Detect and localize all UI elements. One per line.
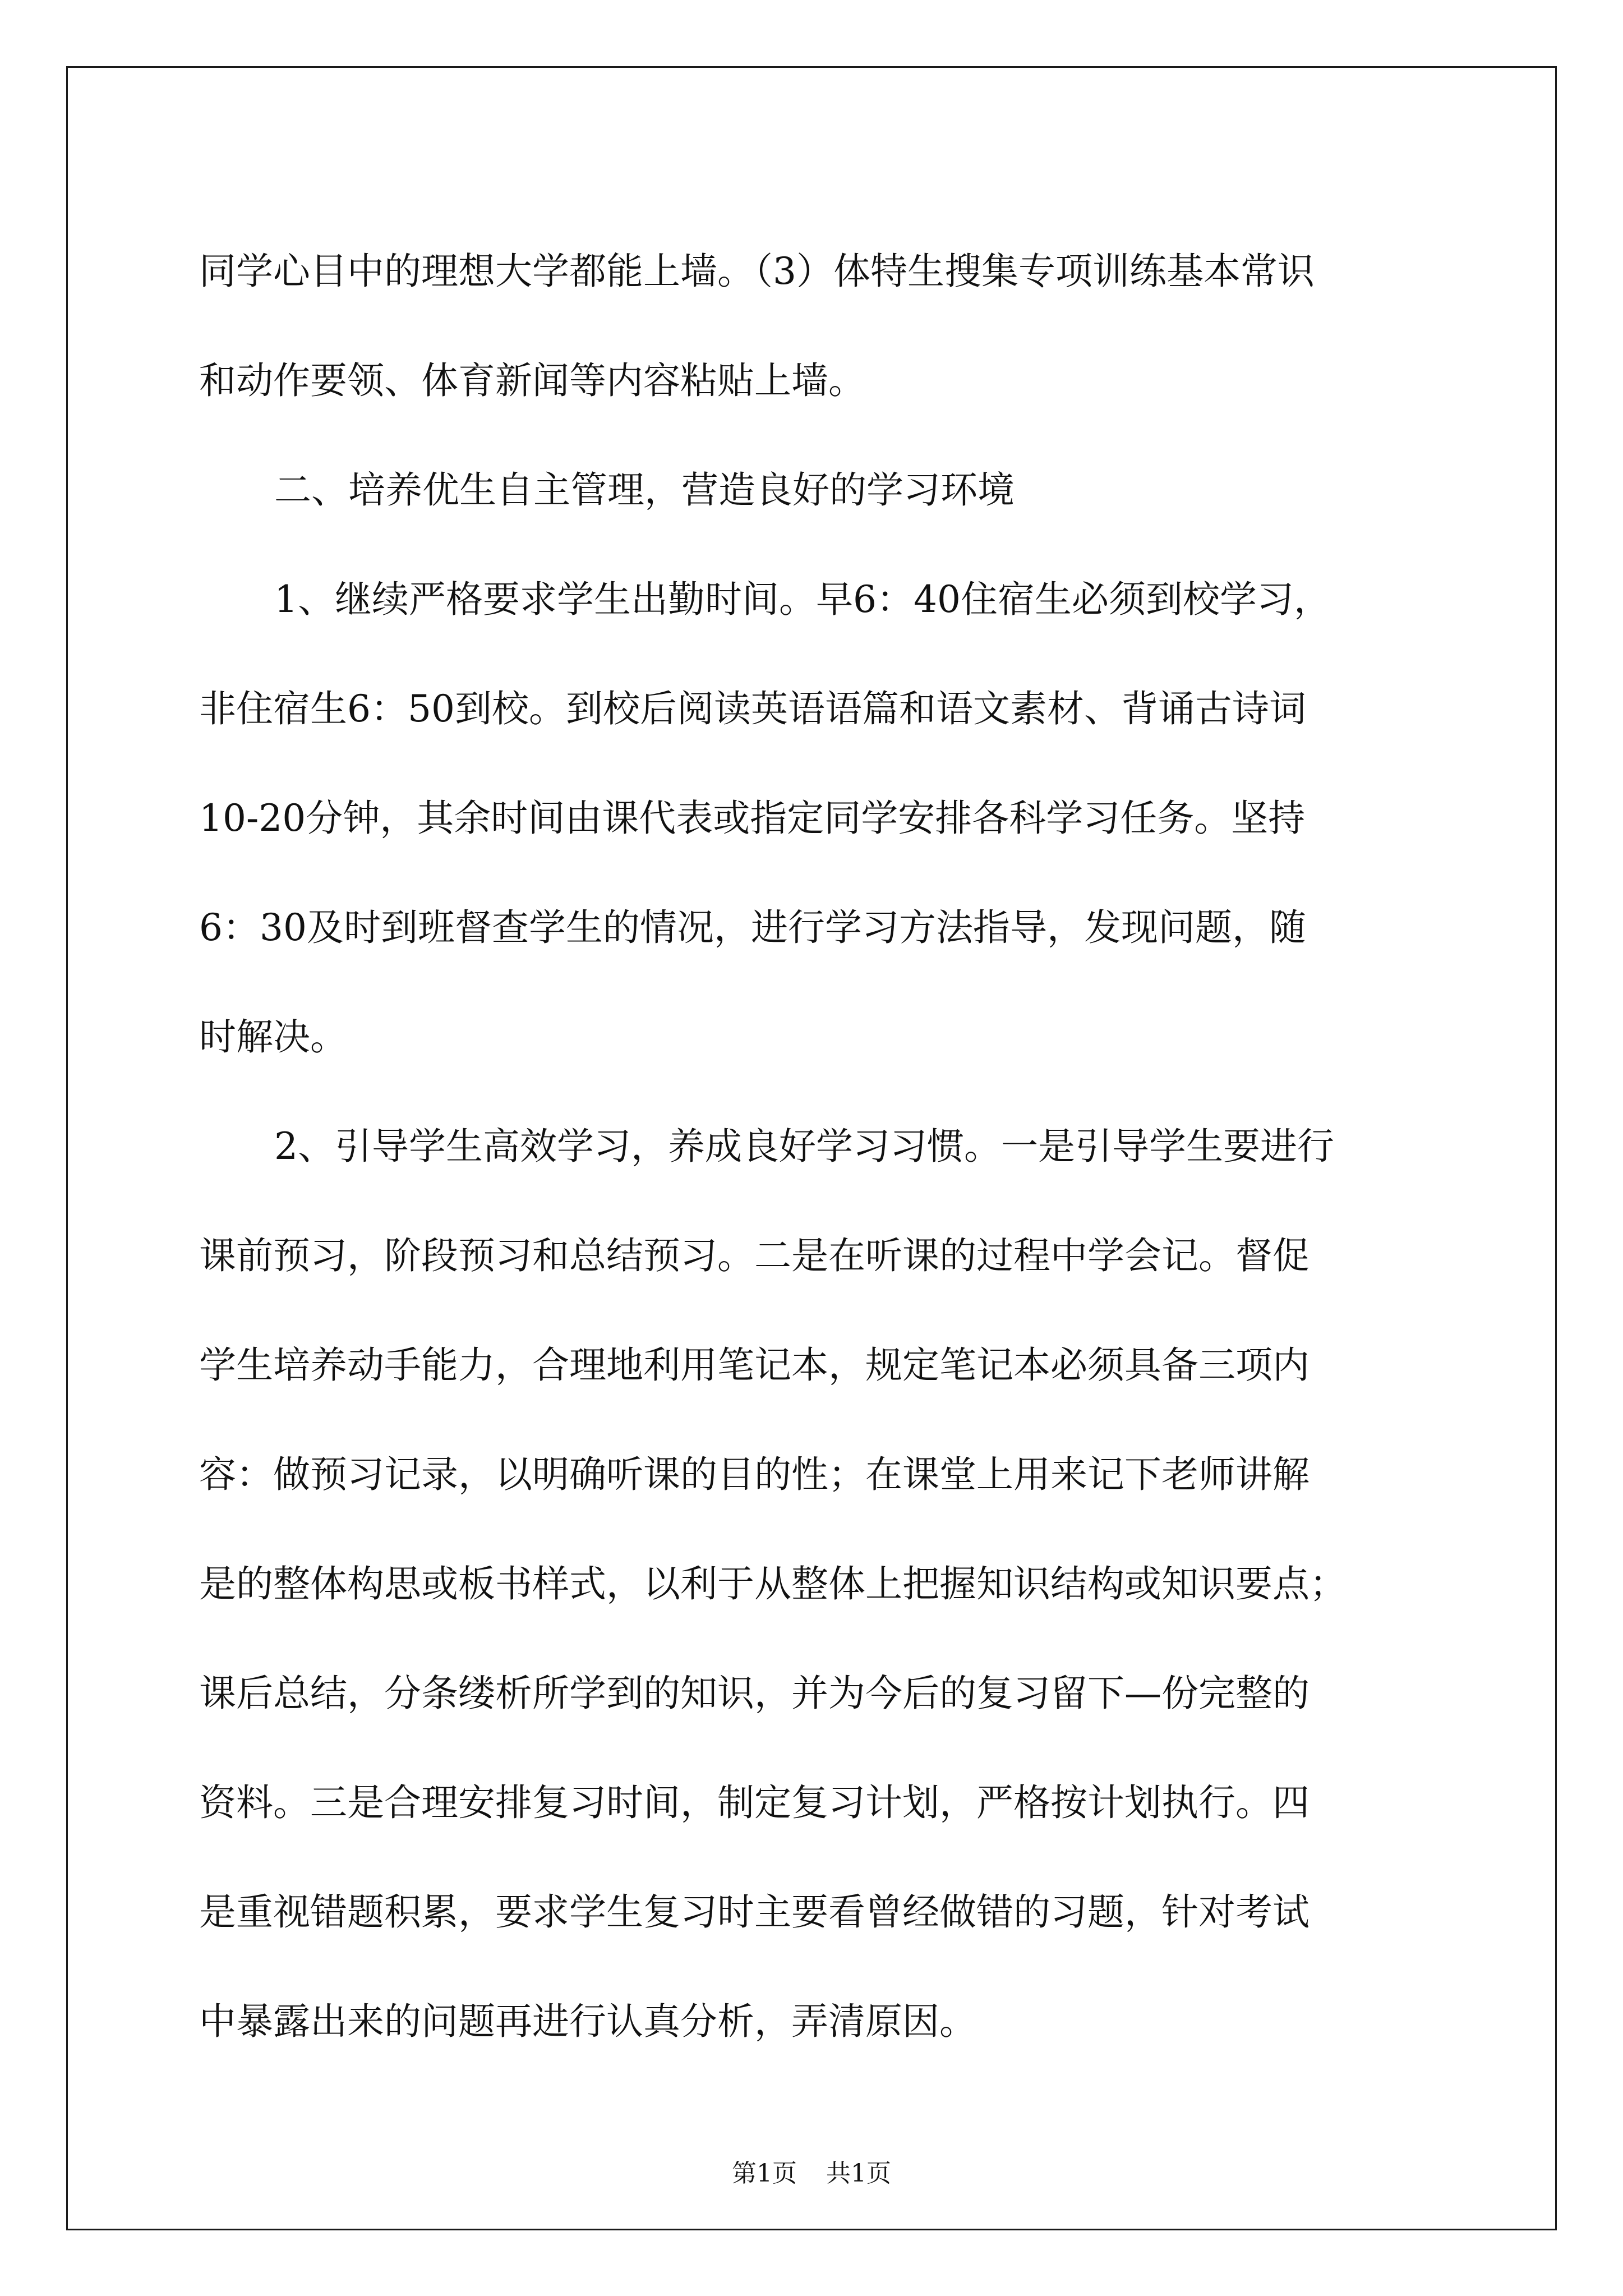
text-line: 6：30及时到班督查学生的情况，进行学习方法指导，发现问题，随 bbox=[199, 906, 1306, 949]
text-line: 时解决。 bbox=[199, 1015, 347, 1059]
text-line: 同学心目中的理想大学都能上墙。（3）体特生搜集专项训练基本常识 bbox=[199, 250, 1315, 293]
section-heading: 二、培养优生自主管理，营造良好的学习环境 bbox=[274, 468, 1015, 512]
text-line: 学生培养动手能力，合理地利用笔记本，规定笔记本必须具备三项内 bbox=[199, 1343, 1310, 1387]
text-line: 是重视错题积累，要求学生复习时主要看曾经做错的习题，针对考试 bbox=[199, 1890, 1310, 1934]
text-line: 1、继续严格要求学生出勤时间。早6：40住宿生必须到校学习， bbox=[274, 578, 1331, 621]
text-line: 课前预习，阶段预习和总结预习。二是在听课的过程中学会记。督促 bbox=[199, 1234, 1310, 1277]
text-line: 课后总结，分条缕析所学到的知识，并为今后的复习留下—份完整的 bbox=[199, 1672, 1310, 1715]
text-line: 和动作要领、体育新闻等内容粘贴上墙。 bbox=[199, 359, 865, 402]
text-line: 10-20分钟，其余时间由课代表或指定同学安排各科学习任务。坚持 bbox=[199, 797, 1306, 840]
text-line: 资料。三是合理安排复习时间，制定复习计划，严格按计划执行。四 bbox=[199, 1781, 1310, 1824]
text-line: 2、引导学生高效学习，养成良好学习习惯。一是引导学生要进行 bbox=[274, 1125, 1334, 1168]
document-body bbox=[199, 217, 1433, 2076]
text-line: 非住宿生6：50到校。到校后阅读英语语篇和语文素材、背诵古诗词 bbox=[199, 687, 1306, 730]
page-total: 共1页 bbox=[826, 2159, 891, 2188]
page-number: 第1页 bbox=[732, 2159, 797, 2188]
text-line: 中暴露出来的问题再进行认真分析，弄清原因。 bbox=[199, 2000, 976, 2043]
text-line: 容：做预习记录，以明确听课的目的性；在课堂上用来记下老师讲解 bbox=[199, 1453, 1310, 1496]
text-line: 是的整体构思或板书样式，以利于从整体上把握知识结构或知识要点； bbox=[199, 1562, 1347, 1605]
page-footer bbox=[0, 2153, 1623, 2189]
